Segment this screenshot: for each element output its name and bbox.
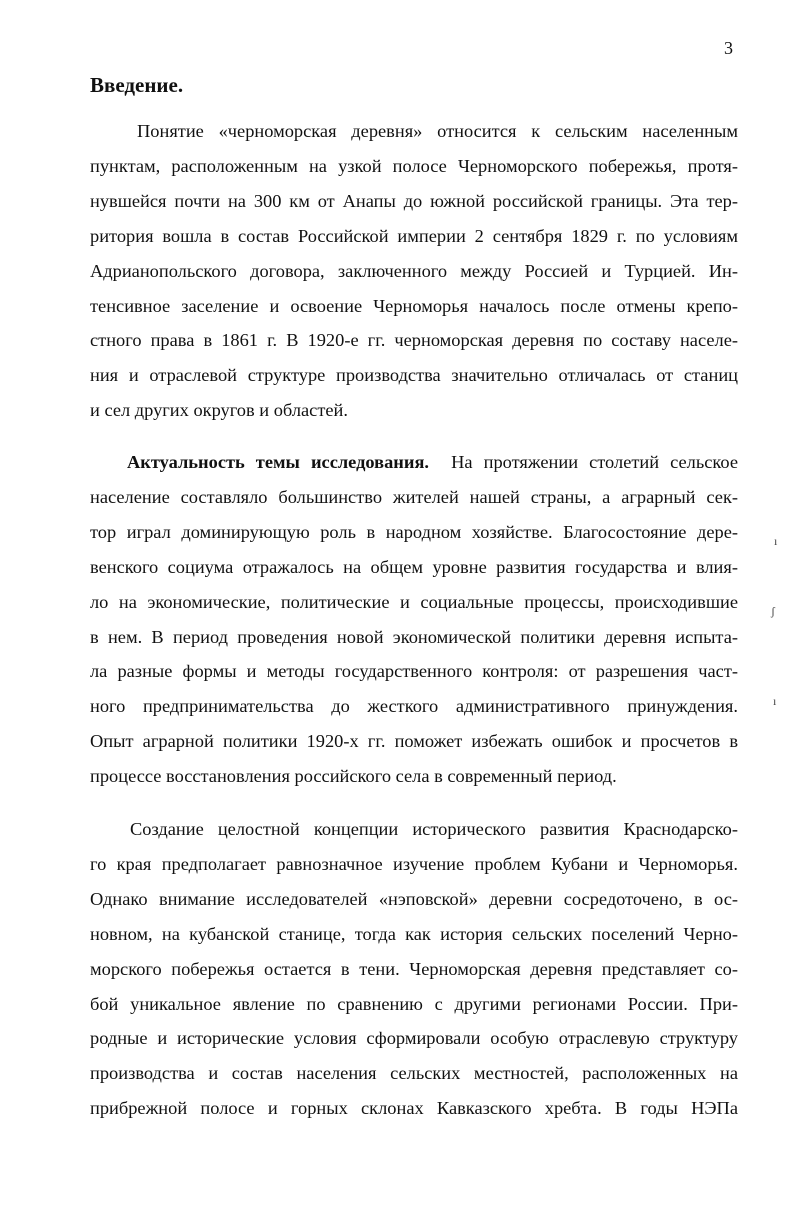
- text-line: ритория вошла в состав Российской империи 2 сентября 1829 г. по условиям: [90, 225, 738, 246]
- section-heading: Введение.: [90, 73, 184, 97]
- text-line: тор играл доминирующую роль в народном хозяйстве. Благосостояние дере-: [90, 521, 738, 542]
- text-line: нувшейся почти на 300 км от Анапы до южной российской границы. Эта тер-: [90, 190, 738, 211]
- text-line: ла разные формы и методы государственного контроля: от разрешения част-: [90, 661, 738, 682]
- paragraph-concept: [90, 812, 738, 1126]
- scan-mark: ı: [774, 534, 778, 548]
- text-line: ния и отраслевой структуре производства значительно отличалась от станиц: [90, 365, 738, 386]
- text-line-rest: На протяжении столетий сельское: [451, 452, 738, 472]
- paragraph-intro: [90, 114, 738, 428]
- text-line: тенсивное заселение и освоение Черноморья началось после отмены крепо-: [90, 295, 738, 316]
- text-line: в нем. В период проведения новой экономической политики деревня испыта-: [90, 626, 738, 647]
- text-line: го края предполагает равнозначное изучение проблем Кубани и Черноморья.: [90, 853, 738, 874]
- text-line: население составляло большинство жителей нашей страны, а аграрный сек-: [90, 486, 738, 507]
- text-line: Адрианопольского договора, заключенного между Россией и Турцией. Ин-: [90, 260, 738, 281]
- text-line: пунктам, расположенным на узкой полосе Черноморского побережья, протя-: [90, 155, 738, 176]
- scan-mark: ʃ: [771, 604, 775, 618]
- text-line: родные и исторические условия сформировали особую отраслевую структуру: [90, 1028, 738, 1049]
- text-line: Понятие «черноморская деревня» относится к сельским населенным: [137, 121, 738, 141]
- text-line-first: [90, 445, 738, 480]
- scan-mark: ı: [773, 694, 777, 708]
- text-line: ного предпринимательства до жесткого административного принуждения.: [90, 696, 738, 717]
- paragraph-relevance: [90, 445, 738, 794]
- text-line: ло на экономические, политические и социальные процессы, происходившие: [90, 591, 738, 612]
- text-line: венского социума отражалось на общем уровне развития государства и влия-: [90, 556, 738, 577]
- text-line: морского побережья остается в тени. Черноморская деревня представляет со-: [90, 958, 738, 979]
- text-line: новном, на кубанской станице, тогда как история сельских поселений Черно-: [90, 923, 738, 944]
- text-line: стного права в 1861 г. В 1920-е гг. черноморская деревня по составу населе-: [90, 330, 738, 351]
- text-line: процессе восстановления российского села в современный период.: [90, 766, 617, 787]
- text-line: бой уникальное явление по сравнению с другими регионами России. При-: [90, 993, 738, 1014]
- relevance-lead: Актуальность темы исследования.: [127, 452, 430, 472]
- text-line: производства и состав населения сельских местностей, расположенных на: [90, 1063, 738, 1084]
- text-line: Однако внимание исследователей «нэповской» деревни сосредоточено, в ос-: [90, 888, 738, 909]
- text-line: Опыт аграрной политики 1920-х гг. поможет избежать ошибок и просчетов в: [90, 731, 738, 752]
- text-line: прибрежной полосе и горных склонах Кавказского хребта. В годы НЭПа: [90, 1098, 738, 1119]
- page-number: 3: [724, 38, 733, 58]
- text-line: и сел других округов и областей.: [90, 400, 348, 421]
- text-line: Создание целостной концепции исторического развития Краснодарско-: [130, 819, 738, 839]
